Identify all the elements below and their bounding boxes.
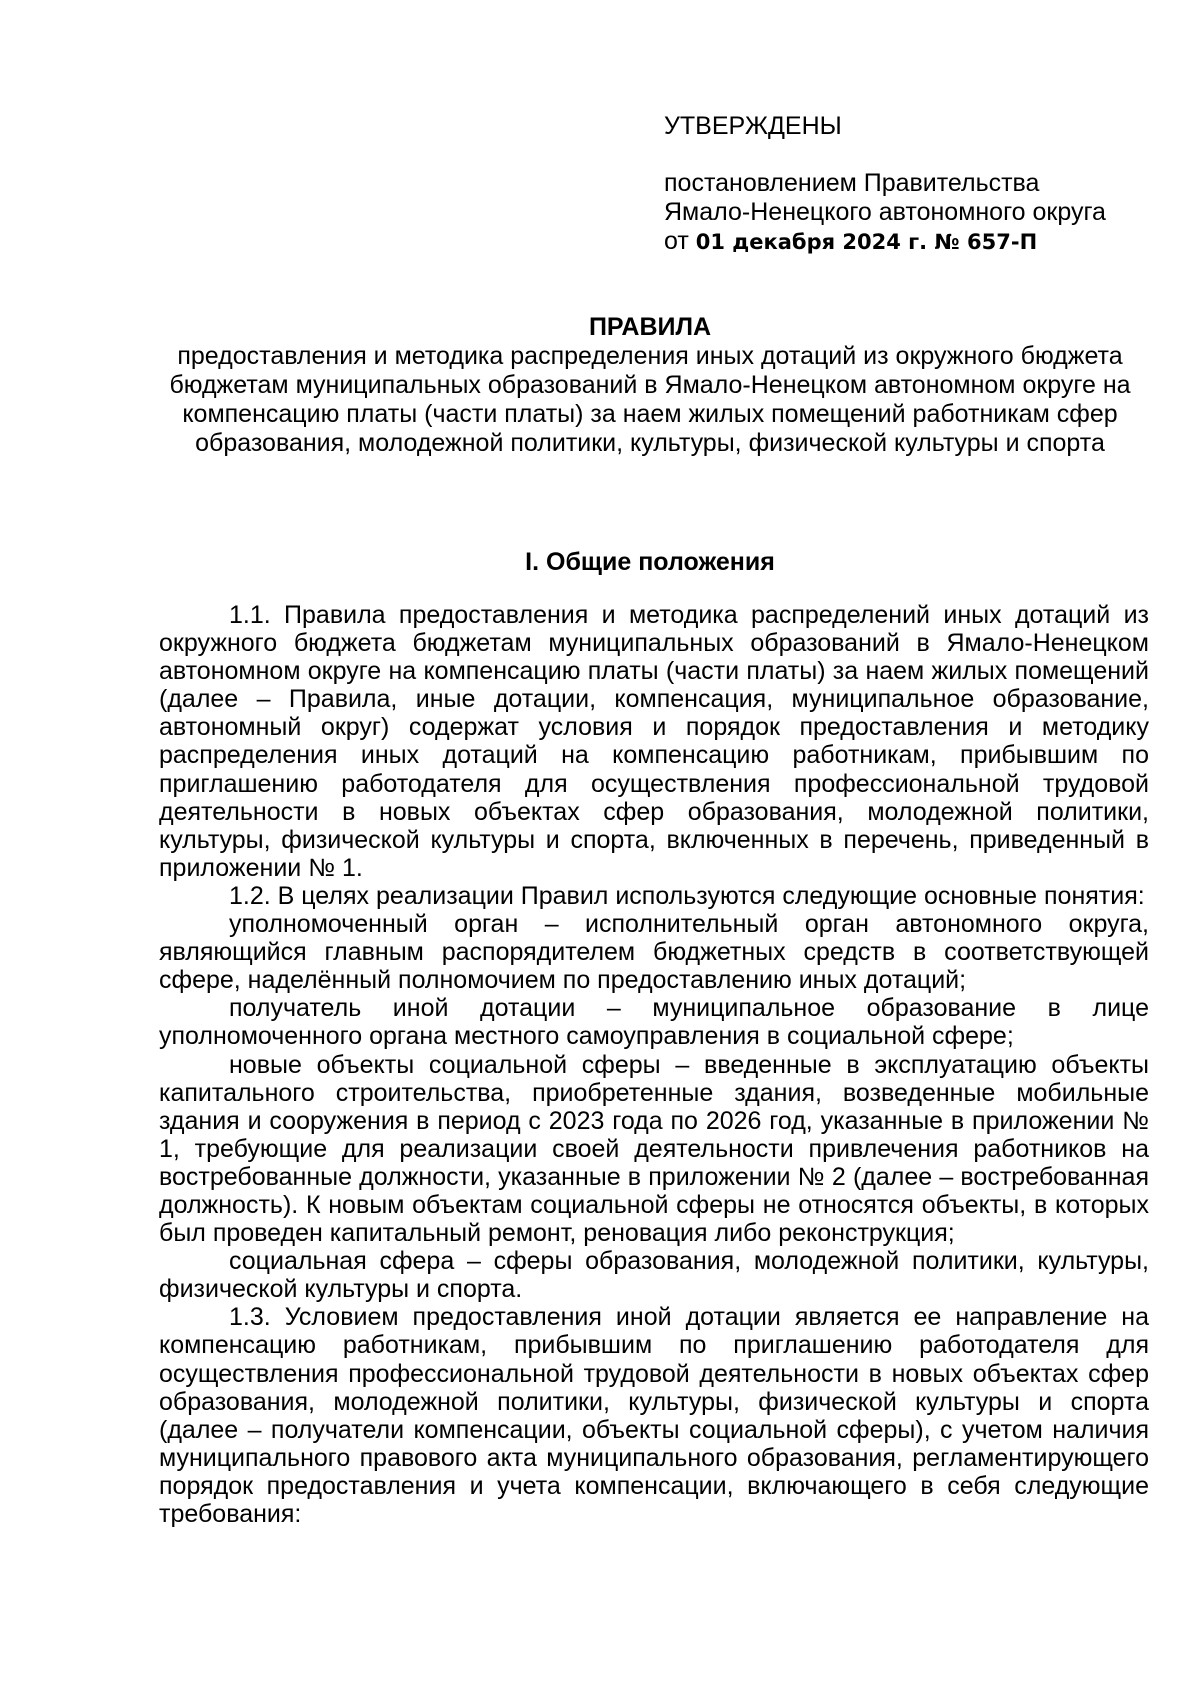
approval-line-decree: постановлением Правительства <box>664 169 1040 197</box>
definition-social-sphere: социальная сфера – сферы образования, молодежной политики, культуры, физической культуры и спорта. <box>159 1247 1149 1304</box>
document-body <box>159 601 1149 1528</box>
section-heading: I. Общие положения <box>525 548 775 576</box>
paragraph-1-1: 1.1. Правила предоставления и методика распределений иных дотаций из окружного бюджета бюджетам муниципальных образований в Ямало-Ненецком автономном округе на компенсацию платы (части платы) за наем жилых помещений (далее – Правила, иные дотации, компенсация, муниципальное образование, автономный округ) содержат условия и порядок предоставления и методику распределения иных дотаций на компенсацию работникам, прибывшим по приглашению работодателя для осуществления профессиональной трудовой деятельности в новых объектах сфер образования, молодежной политики, культуры, физической культуры и спорта, включенных в перечень, приведенный в приложении № 1. <box>159 601 1149 882</box>
definition-authorized-body: уполномоченный орган – исполнительный орган автономного округа, являющийся главным распорядителем бюджетных средств в соответствующей сфере, наделённый полномочием по предоставлению иных дотаций; <box>159 910 1149 995</box>
approval-line-region: Ямало-Ненецкого автономного округа <box>664 198 1106 226</box>
definition-new-social-facilities: новые объекты социальной сферы – введенные в эксплуатацию объекты капитального строительства, приобретенные здания, возведенные мобильные здания и сооружения в период с 2023 года по 2026 год, указанные в приложении № 1, требующие для реализации своей деятельности привлечения работников на востребованные должности, указанные в приложении № 2 (далее – востребованная должность). К новым объектам социальной сферы не относятся объекты, в которых был проведен капитальный ремонт, реновация либо реконструкция; <box>159 1050 1149 1248</box>
approval-date-line <box>664 227 1144 257</box>
decree-date-number: 01 декабря 2024 г. № 657-П <box>695 230 1038 254</box>
paragraph-1-2: 1.2. В целях реализации Правил используются следующие основные понятия: <box>229 881 1145 910</box>
date-prefix: от <box>664 227 689 255</box>
document-title-block <box>150 313 1150 458</box>
document-subtitle: предоставления и методика распределения иных дотаций из окружного бюджета бюджетам муниципальных образований в Ямало-Ненецком автономном округе на компенсацию платы (части платы) за наем жилых помещений работникам сфер образования, молодежной политики, культуры, физической культуры и спорта <box>169 342 1131 457</box>
approval-stamp <box>664 112 1144 257</box>
definition-grant-recipient: получатель иной дотации – муниципальное образование в лице уполномоченного органа местного самоуправления в социальной сфере; <box>159 994 1149 1051</box>
document-title: ПРАВИЛА <box>588 313 712 341</box>
paragraph-1-3: 1.3. Условием предоставления иной дотации является ее направление на компенсацию работникам, прибывшим по приглашению работодателя для осуществления профессиональной трудовой деятельности в новых объектах сфер образования, молодежной политики, культуры, физической культуры и спорта (далее – получатели компенсации, объекты социальной сферы), с учетом наличия муниципального правового акта муниципального образования, регламентирующего порядок предоставления и учета компенсации, включающего в себя следующие требования: <box>159 1303 1149 1528</box>
approved-heading: УТВЕРЖДЕНЫ <box>664 112 842 140</box>
